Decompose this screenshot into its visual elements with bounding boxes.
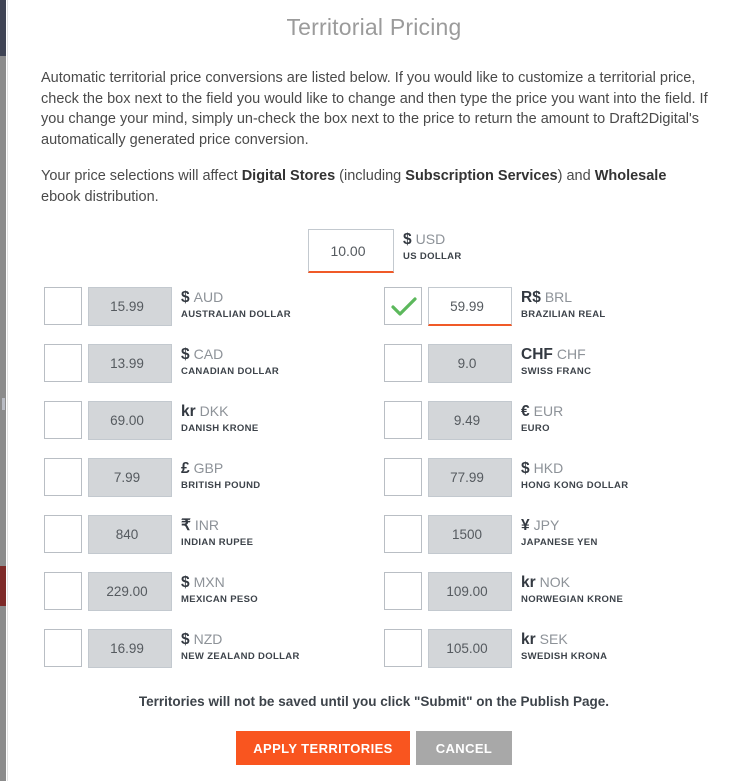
currency-name: EURO: [521, 423, 550, 434]
cancel-button[interactable]: CANCEL: [416, 731, 512, 765]
currency-meta: [521, 515, 598, 548]
currency-code: HKD: [533, 460, 564, 476]
price-input-eur[interactable]: [428, 401, 512, 440]
currency-row: [384, 629, 724, 668]
currency-row: [384, 401, 724, 440]
intro-text-g: ebook distribution.: [41, 188, 159, 205]
currency-checkbox-brl[interactable]: [384, 287, 422, 325]
currency-symbol: CHF: [521, 346, 553, 363]
currency-meta: [181, 344, 279, 377]
currency-code: AUD: [193, 289, 224, 305]
currency-symbol: kr: [521, 574, 536, 591]
currency-symbol: ₹: [181, 517, 191, 534]
currency-checkbox-jpy[interactable]: [384, 515, 422, 553]
currency-name: DANISH KRONE: [181, 423, 259, 434]
currency-symbol: $: [403, 231, 412, 248]
price-input-mxn[interactable]: [88, 572, 172, 611]
currency-checkbox-cad[interactable]: [44, 344, 82, 382]
currency-name: MEXICAN PESO: [181, 594, 259, 605]
price-input-cad[interactable]: [88, 344, 172, 383]
currency-meta: [521, 572, 623, 605]
price-input-gbp[interactable]: [88, 458, 172, 497]
currency-grid: [8, 287, 740, 668]
currency-meta: [181, 629, 300, 662]
price-input-hkd[interactable]: [428, 458, 512, 497]
currency-code: GBP: [193, 460, 224, 476]
currency-meta: [521, 401, 563, 434]
intro-text-digital-stores: Digital Stores: [241, 168, 336, 184]
footer-note: Territories will not be saved until you click "Submit" on the Publish Page.: [138, 694, 610, 709]
currency-row: [384, 287, 724, 326]
background-gray-strip: [0, 56, 6, 781]
currency-checkbox-aud[interactable]: [44, 287, 82, 325]
currency-checkbox-hkd[interactable]: [384, 458, 422, 496]
currency-name: CANADIAN DOLLAR: [181, 366, 280, 377]
currency-code: INR: [194, 517, 219, 533]
background-scrollbar-tick: [2, 398, 5, 410]
currency-meta: [521, 344, 591, 377]
currency-symbol: £: [181, 460, 190, 477]
currency-symbol: €: [521, 403, 530, 420]
currency-code: JPY: [533, 517, 560, 533]
currency-meta: [181, 515, 253, 548]
price-input-nzd[interactable]: [88, 629, 172, 668]
currency-symbol: $: [521, 460, 530, 477]
intro-paragraph-1: Automatic territorial price conversions are listed below. If you would like to customize a territorial price, check the box next to the field you would like to change and then type the price you want into the field. If you change your mind, simply un-check the box next to the price to return the amount to Draft2Digital's automatically generated price conversion.: [41, 70, 708, 148]
currency-row: [44, 629, 384, 668]
base-price-row: [8, 229, 740, 273]
currency-checkbox-nok[interactable]: [384, 572, 422, 610]
currency-symbol: $: [181, 346, 190, 363]
intro-paragraph-2: [8, 166, 740, 207]
currency-code: NZD: [193, 631, 223, 647]
price-input-brl[interactable]: [428, 287, 512, 326]
currency-name: JAPANESE YEN: [521, 537, 598, 548]
currency-name: BRITISH POUND: [181, 480, 261, 491]
currency-row: [384, 344, 724, 383]
currency-row: [44, 458, 384, 497]
currency-code: CAD: [193, 346, 224, 362]
currency-checkbox-sek[interactable]: [384, 629, 422, 667]
currency-code: DKK: [199, 403, 229, 419]
currency-symbol: R$: [521, 289, 541, 306]
intro-text-subscription-services: Subscription Services: [405, 168, 558, 184]
currency-row: [384, 572, 724, 611]
intro-text-c: (including: [335, 168, 406, 184]
currency-name: BRAZILIAN REAL: [521, 309, 606, 320]
price-input-aud[interactable]: [88, 287, 172, 326]
currency-meta: [181, 287, 291, 320]
currency-code: NOK: [539, 574, 570, 590]
currency-row: [44, 515, 384, 554]
intro-text-a: Your price selections will affect: [41, 168, 242, 184]
price-input-inr[interactable]: [88, 515, 172, 554]
currency-checkbox-gbp[interactable]: [44, 458, 82, 496]
currency-meta: [521, 458, 628, 491]
intro-text-wholesale: Wholesale: [594, 168, 667, 184]
page-title: Territorial Pricing: [286, 14, 462, 40]
currency-checkbox-inr[interactable]: [44, 515, 82, 553]
currency-row: [44, 287, 384, 326]
price-input-chf[interactable]: [428, 344, 512, 383]
currency-name: NORWEGIAN KRONE: [521, 594, 624, 605]
price-input-sek[interactable]: [428, 629, 512, 668]
currency-code: EUR: [533, 403, 564, 419]
currency-meta: [181, 401, 259, 434]
currency-code: SEK: [539, 631, 568, 647]
base-currency-meta: [403, 229, 462, 273]
background-navy-strip: [0, 0, 6, 56]
base-price-input[interactable]: [308, 229, 394, 273]
currency-row: [44, 401, 384, 440]
currency-symbol: ¥: [521, 517, 530, 534]
currency-code: CHF: [556, 346, 586, 362]
currency-checkbox-mxn[interactable]: [44, 572, 82, 610]
currency-name: INDIAN RUPEE: [181, 537, 254, 548]
background-red-strip: [0, 566, 6, 606]
currency-name: AUSTRALIAN DOLLAR: [181, 309, 291, 320]
currency-meta: [181, 458, 261, 491]
intro-text-e: ) and: [557, 168, 595, 184]
currency-symbol: $: [181, 631, 190, 648]
currency-name: US DOLLAR: [403, 251, 462, 262]
currency-checkbox-eur[interactable]: [384, 401, 422, 439]
currency-meta: [521, 287, 606, 320]
currency-checkbox-nzd[interactable]: [44, 629, 82, 667]
currency-name: SWISS FRANC: [521, 366, 592, 377]
currency-row: [44, 344, 384, 383]
currency-name: SWEDISH KRONA: [521, 651, 608, 662]
currency-meta: [521, 629, 607, 662]
check-icon: [391, 296, 417, 318]
currency-code: MXN: [193, 574, 225, 590]
currency-row: [384, 515, 724, 554]
currency-row: [44, 572, 384, 611]
price-input-dkk[interactable]: [88, 401, 172, 440]
currency-symbol: $: [181, 289, 190, 306]
currency-symbol: kr: [521, 631, 536, 648]
currency-row: [384, 458, 724, 497]
apply-territories-button[interactable]: APPLY TERRITORIES: [236, 731, 410, 765]
price-input-nok[interactable]: [428, 572, 512, 611]
currency-symbol: $: [181, 574, 190, 591]
currency-meta: [181, 572, 258, 605]
currency-name: NEW ZEALAND DOLLAR: [181, 651, 300, 662]
currency-symbol: kr: [181, 403, 196, 420]
currency-checkbox-dkk[interactable]: [44, 401, 82, 439]
button-bar: [8, 731, 740, 765]
territorial-pricing-modal: [7, 0, 740, 781]
currency-checkbox-chf[interactable]: [384, 344, 422, 382]
price-input-jpy[interactable]: [428, 515, 512, 554]
currency-code: USD: [415, 231, 446, 247]
currency-name: HONG KONG DOLLAR: [521, 480, 629, 491]
currency-code: BRL: [544, 289, 573, 305]
